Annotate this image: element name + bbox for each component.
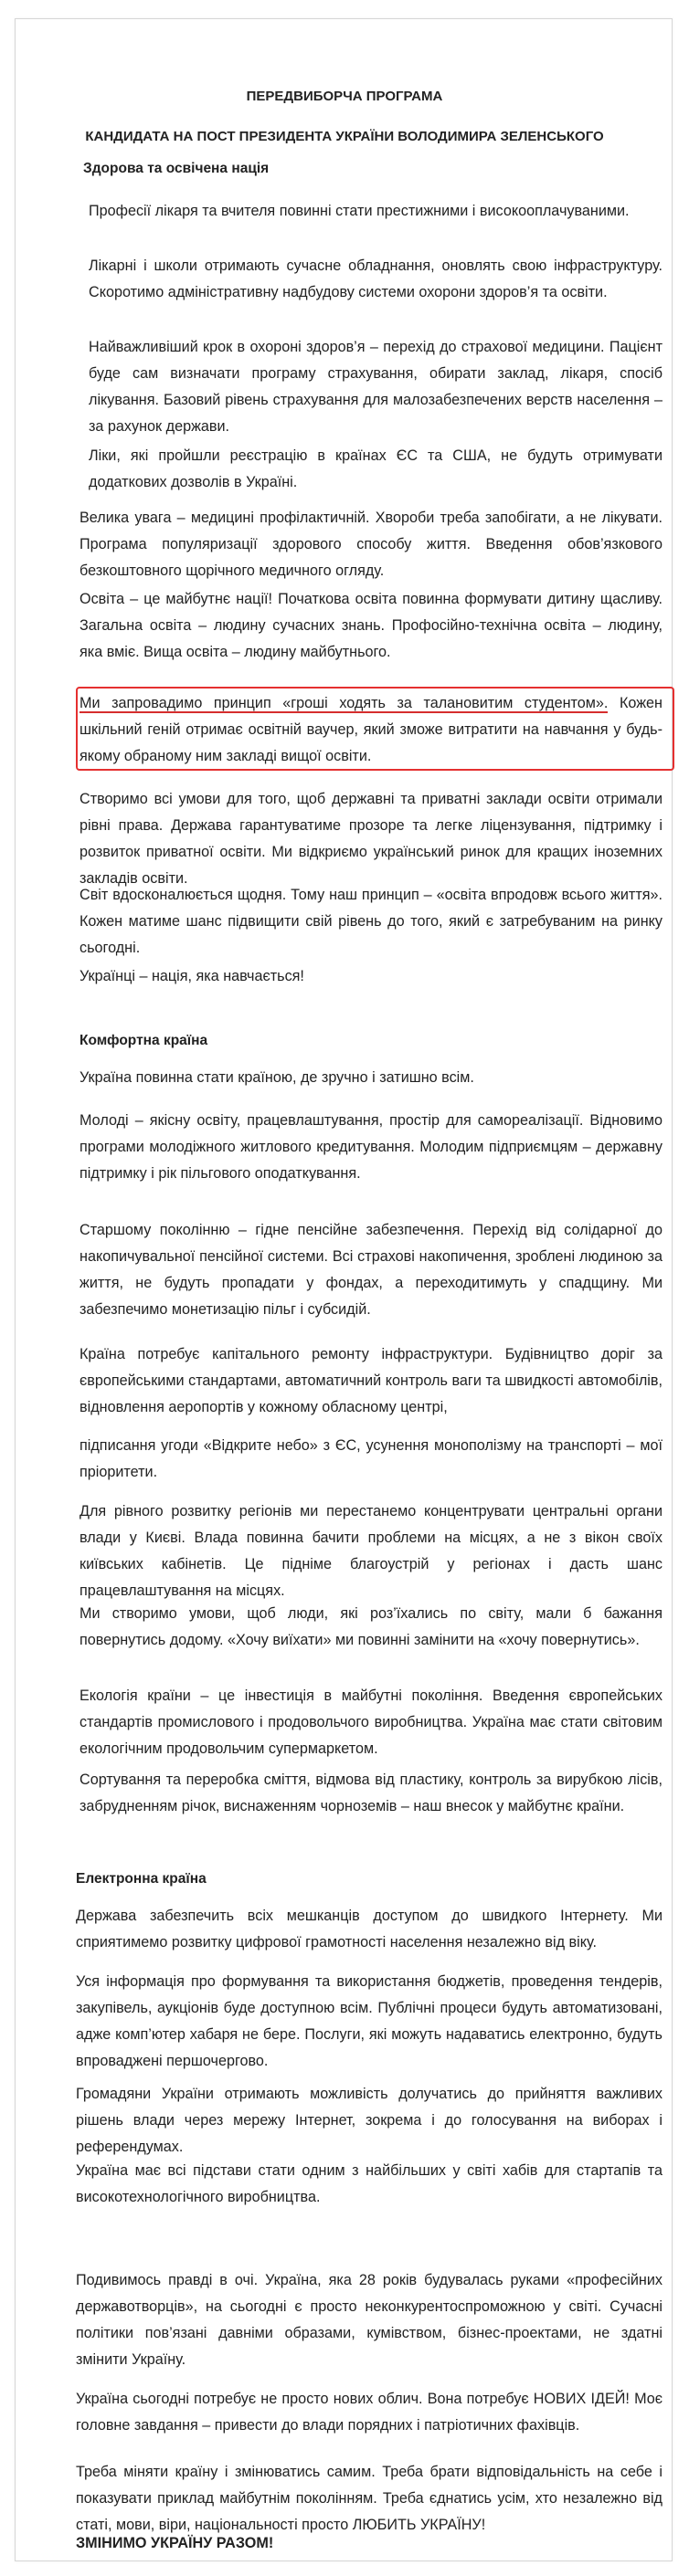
paragraph: Велика увага – медицині профілактичній. Хвороби треба запобігати, а не лікувати. Програма популяризації здорового способу життя. Введення обов’язкового безкоштовного щорічного медичного огляду. <box>80 510 662 579</box>
section-heading-electronic-country: Електронна країна <box>76 1871 207 1887</box>
paragraph: Молоді – якісну освіту, працевлаштування, простір для самореалізації. Відновимо програми молодіжного житлового кредитування. Молодим підприємцям – державну підтримку і рік пільгового оподаткування. <box>80 1112 662 1182</box>
document-page <box>15 18 673 2561</box>
paragraph: Україна повинна стати країною, де зручно і затишно всім. <box>80 1069 474 1086</box>
highlighted-principle: Ми запровадимо принцип «гроші ходять за талановитим студентом». <box>80 695 609 711</box>
closing-slogan: ЗМІНИМО УКРАЇНУ РАЗОМ! <box>76 2535 274 2551</box>
paragraph: Ми створимо умови, щоб люди, які роз’їхались по світу, мали б бажання повернутись додому. «Хочу виїхати» ми повинні замінити на «хочу повернутись». <box>80 1605 662 1648</box>
highlighted-rest: Кожен шкільний геній отримає освітній ваучер, який зможе витратити на навчання у будь-якому обраному ним закладі вищої освіти. <box>80 695 662 764</box>
paragraph: Найважливіший крок в охороні здоров’я – перехід до страхової медицини. Пацієнт буде сам визначати програму страхування, обирати заклад, лікаря, спосіб лікування. Базовий рівень страхування для малозабезпечених верств населення – за рахунок держави. <box>89 339 662 435</box>
section-heading-comfortable-country: Комфортна країна <box>80 1033 208 1048</box>
paragraph: Світ вдосконалюється щодня. Тому наш принцип – «освіта впродовж всього життя». Кожен матиме шанс підвищити свій рівень до того, який є затребуваним на ринку сьогодні. <box>80 887 662 956</box>
paragraph: Екологія країни – це інвестиція в майбутні покоління. Введення європейських стандартів промислового і продовольчого виробництва. Україна має стати світовим екологічним продовольчим супермаркетом. <box>80 1688 662 1757</box>
paragraph: Уся інформація про формування та використання бюджетів, проведення тендерів, закупівель, аукціонів буде доступною всім. Публічні процеси будуть автоматизовані, адже комп’ютер хабаря не бере. Послуги, які можуть надаватись електронно, будуть впроваджені першочергово. <box>76 1973 662 2069</box>
section-heading-health-education: Здорова та освічена нація <box>83 161 270 176</box>
paragraph: Україна має всі підстави стати одним з найбільших у світі хабів для стартапів та високотехнологічного виробництва. <box>76 2162 662 2205</box>
paragraph: Україна сьогодні потребує не просто нових облич. Вона потребує НОВИХ ІДЕЙ! Моє головне завдання – привести до влади порядних і патріотичних фахівців. <box>76 2391 662 2434</box>
paragraph: Держава забезпечить всіх мешканців доступом до швидкого Інтернету. Ми сприятимемо розвитку цифрової грамотності населення незалежно від віку. <box>76 1908 662 1950</box>
highlighted-paragraph <box>80 690 662 770</box>
paragraph: Сортування та переробка сміття, відмова від пластику, контроль за вирубкою лісів, забрудненням річок, виснаженням чорноземів – наш внесок у майбутнє країни. <box>80 1772 662 1814</box>
paragraph: підписання угоди «Відкрите небо» з ЄС, усунення монополізму на транспорті – мої пріоритети. <box>80 1437 662 1480</box>
paragraph: Країна потребує капітального ремонту інфраструктури. Будівництво доріг за європейськими стандартами, автоматичний контроль ваги та швидкості автомобілів, відновлення аеропортів у кожному обласному центрі, <box>80 1346 662 1415</box>
paragraph: Для рівного розвитку регіонів ми перестанемо концентрувати центральні органи влади у Києві. Влада повинна бачити проблеми на місцях, а не з вікон своїх київських кабінетів. Це підніме благоустрій у регіонах і дасть шанс працевлаштування на місцях. <box>80 1503 662 1599</box>
paragraph: Старшому поколінню – гідне пенсійне забезпечення. Перехід від солідарної до накопичувальної пенсійної системи. Всі страхові накопичення, зроблені людиною за життя, не будуть пропадати у фондах, а переходитимуть у спадщину. Ми забезпечимо монетизацію пільг і субсидій. <box>80 1222 662 1318</box>
paragraph: Треба міняти країну і змінюватись самим. Треба брати відповідальність на себе і показувати приклад майбутнім поколінням. Треба єднатись усім, хто незалежно від статі, мови, віри, національності просто ЛЮБИТЬ УКРАЇНУ! <box>76 2464 662 2533</box>
paragraph: Освіта – це майбутнє нації! Початкова освіта повинна формувати дитину щасливу. Загальна освіта – людину сучасних знань. Профосійно-технічна освіта – людину, яка вміє. Вища освіта – людину майбутнього. <box>80 591 662 660</box>
document-subtitle: КАНДИДАТА НА ПОСТ ПРЕЗИДЕНТА УКРАЇНИ ВОЛОДИМИРА ЗЕЛЕНСЬКОГО <box>85 129 604 144</box>
paragraph: Професії лікаря та вчителя повинні стати престижними і високооплачуваними. <box>89 203 630 219</box>
paragraph: Створимо всі умови для того, щоб державні та приватні заклади освіти отримали рівні права. Держава гарантуватиме прозоре та легке ліцензування, підтримку і розвиток приватної освіти. Ми відкриємо український ринок для кращих іноземних закладів освіти. <box>80 791 662 887</box>
paragraph: Подивимось правді в очі. Україна, яка 28 років будувалась руками «професійних державотворців», на сьогодні є просто неконкурентоспроможною у світі. Сучасні політики пов’язані давніми образами, кумівством, бізнес-проектами, не здатні змінити Україну. <box>76 2272 662 2368</box>
paragraph: Українці – нація, яка навчається! <box>80 968 304 984</box>
paragraph: Ліки, які пройшли реєстрацію в країнах ЄС та США, не будуть отримувати додаткових дозволів в Україні. <box>89 447 662 490</box>
paragraph: Лікарні і школи отримають сучасне обладнання, оновлять свою інфраструктуру. Скоротимо адміністративну надбудову системи охорони здоров’я та освіти. <box>89 258 662 300</box>
paragraph: Громадяни України отримають можливість долучатись до прийняття важливих рішень влади через мережу Інтернет, зокрема і до голосування на виборах і референдумах. <box>76 2086 662 2155</box>
document-title: ПЕРЕДВИБОРЧА ПРОГРАМА <box>246 89 443 104</box>
